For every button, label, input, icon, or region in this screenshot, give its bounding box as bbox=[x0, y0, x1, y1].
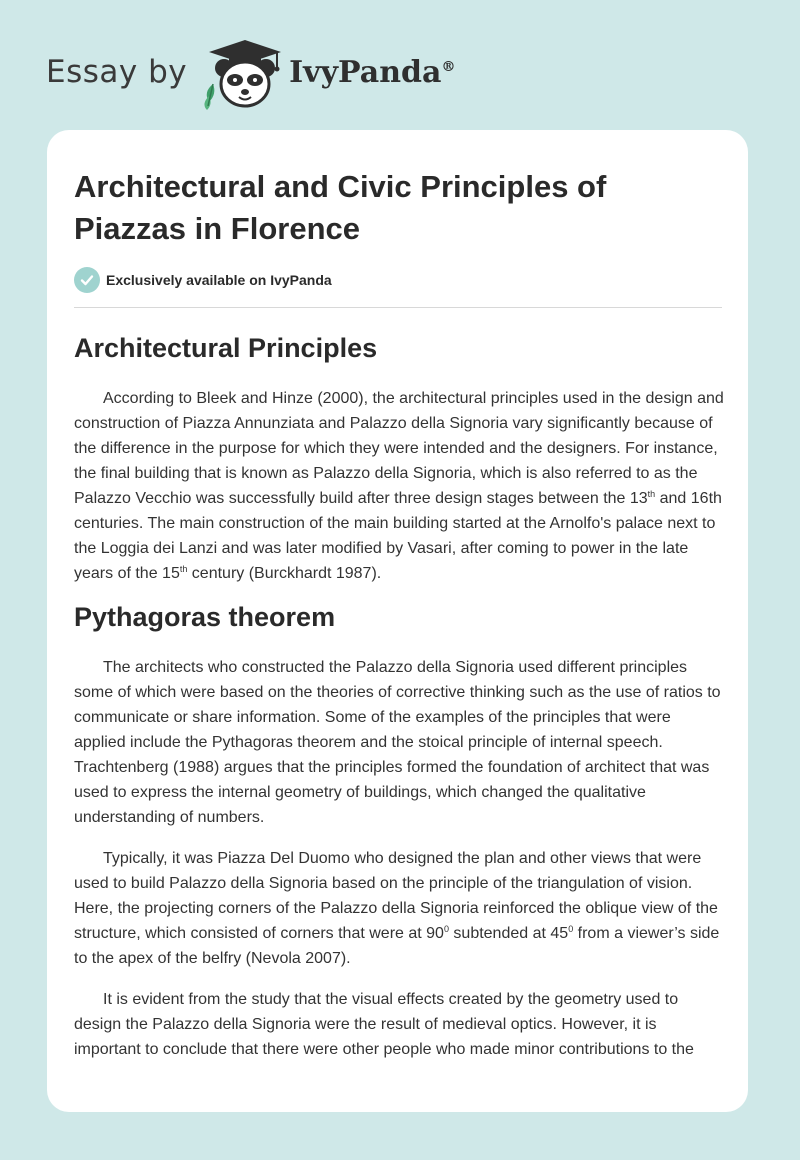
logo-prefix: Essay by bbox=[46, 54, 188, 90]
section-heading-pythagoras: Pythagoras theorem bbox=[74, 602, 336, 632]
superscript: 0 bbox=[443, 924, 449, 934]
paragraph-text: Typically, it was Piazza Del Duomo who designed the plan and other views that were used to build Palazzo della Signoria based on the principle of the triangulation of vision. Here, the projecting corners of the Palazzo della Signoria reinforced the oblique view of the structure, which consisted of corners that were at 90 bbox=[74, 850, 718, 942]
paragraph bbox=[74, 386, 724, 586]
paragraph-text: from a viewer’s side to the apex of the belfry (Nevola 2007). bbox=[74, 925, 720, 967]
paragraph: The architects who constructed the Palazzo della Signoria used different principles some of which were based on the theories of corrective thinking such as the use of ratios to communicate or share information. Some of the examples of the principles that were applied include the Pythagoras theorem and the stoical principle of internal speech. Trachtenberg (1988) argues that the principles formed the foundation of architect that was used to express the internal geometry of buildings, which changed the qualitative understanding of numbers. bbox=[74, 659, 721, 826]
logo-registered: ® bbox=[441, 58, 456, 75]
essay-card bbox=[47, 130, 748, 1112]
paragraph-text: century (Burckhardt 1987). bbox=[187, 565, 382, 582]
logo-brand bbox=[289, 55, 455, 90]
logo-brand-text: IvyPanda bbox=[289, 54, 442, 90]
paragraph bbox=[74, 846, 724, 971]
paragraph-text: and 16th centuries. The main construction of the main building started at the Arnolfo's palace next to the Loggia dei Lanzi and was later modified by Vasari, after coming to power in the late years of the 15 bbox=[74, 490, 722, 582]
panda-graduate-icon bbox=[199, 34, 283, 110]
superscript: th bbox=[647, 489, 656, 499]
badge-text: Exclusively available on IvyPanda bbox=[106, 272, 332, 288]
paragraph-text: According to Bleek and Hinze (2000), the architectural principles used in the design and construction of Piazza Annunziata and Palazzo della Signoria vary significantly because of the difference in the purpose for which they were intended and the designers. For instance, the final building that is known as Palazzo della Signoria, which is also referred to as the Palazzo Vecchio was successfully build after three design stages between the 13 bbox=[74, 390, 724, 507]
checkmark-icon bbox=[74, 267, 100, 293]
paragraph-text: subtended at 45 bbox=[448, 925, 569, 942]
divider bbox=[74, 307, 722, 308]
paragraph: It is evident from the study that the visual effects created by the geometry used to design the Palazzo della Signoria were the result of medieval optics. However, it is important to conclude that there were other people who made minor contributions to the bbox=[74, 991, 694, 1058]
section-heading-architectural: Architectural Principles bbox=[74, 333, 378, 363]
page-title: Architectural and Civic Principles of Piazzas in Florence bbox=[74, 169, 607, 246]
exclusive-badge bbox=[74, 266, 721, 294]
superscript: 0 bbox=[568, 924, 574, 934]
superscript: th bbox=[179, 564, 188, 574]
ivypanda-logo[interactable] bbox=[46, 34, 455, 110]
